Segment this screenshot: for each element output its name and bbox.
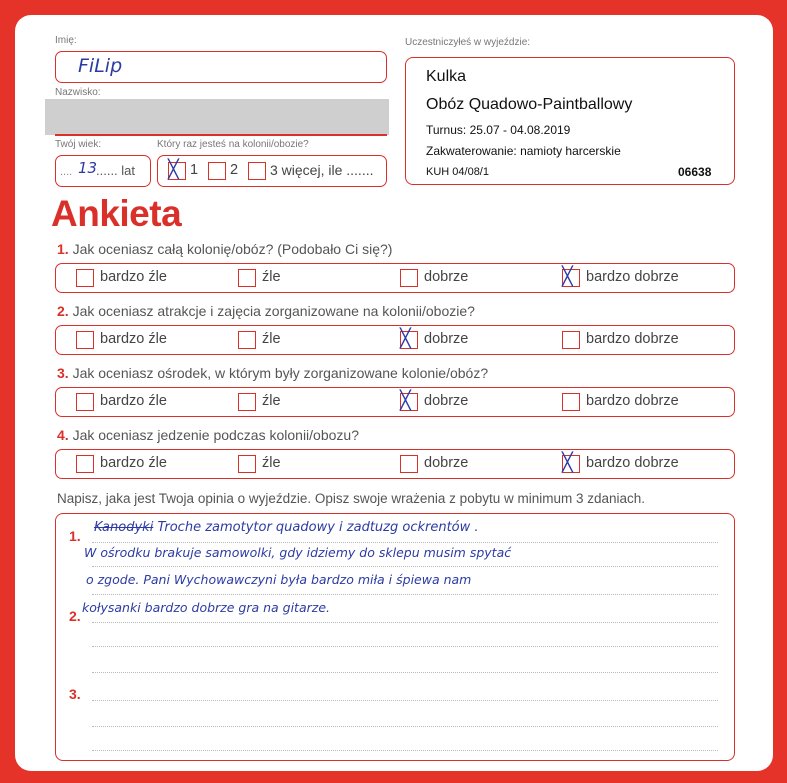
times-field [157,155,387,187]
answer-option-label: bardzo źle [100,269,167,285]
age-field[interactable] [55,155,151,187]
answer-option-label: dobrze [424,393,469,409]
times-checkbox-3[interactable] [248,162,266,180]
opinion-line-4: kołysanki bardzo dobrze gra na gitarze. [82,600,330,615]
age-suffix: ...... lat [96,163,136,178]
checkmark-x-icon: ╳ [562,452,573,473]
name-field[interactable] [55,51,387,83]
answer-checkbox[interactable] [562,266,580,287]
opinion-line-3: o zgode. Pani Wychowawczyni była bardzo miła i śpiewa nam [86,572,472,587]
question-text: Jak oceniasz atrakcje i zajęcia zorganizowane na kolonii/obozie? [72,303,475,319]
answer-checkbox[interactable] [76,269,94,287]
opinion-num-1: 1. [69,528,81,544]
turnus-value: 25.07 - 04.08.2019 [469,123,571,137]
answer-checkbox[interactable] [400,390,418,411]
answer-checkbox[interactable] [76,331,94,349]
question-2 [57,303,475,319]
question-number: 2. [57,303,69,319]
opinion-prompt: Napisz, jaka jest Twoja opinia o wyjeździe. Opisz swoje wrażenia z pobytu w minimum 3 zdaniach. [57,491,646,506]
camp-code: KUH 04/08/1 [426,166,489,178]
answer-checkbox[interactable] [238,393,256,411]
times-label: Który raz jesteś na kolonii/obozie? [157,139,309,150]
opinion-line-2: W ośrodku brakuje samowolki, gdy idziemy do sklepu musim spytać [84,545,512,560]
question-text: Jak oceniasz jedzenie podczas kolonii/obozu? [72,427,359,443]
checkmark-x-icon: ╳ [168,159,179,180]
answer-option-label: bardzo źle [100,331,167,347]
question-text: Jak oceniasz ośrodek, w którym były zorganizowane kolonie/obóz? [72,365,489,381]
checkmark-x-icon: ╳ [400,328,411,349]
question-text: Jak oceniasz całą kolonię/obóz? (Podobało Ci się?) [72,241,393,257]
times-option-3: 3 więcej, ile ....... [270,162,374,178]
times-checkbox-2[interactable] [208,162,226,180]
question-1 [57,241,392,257]
question-number: 4. [57,427,69,443]
answer-checkbox[interactable] [76,455,94,473]
answer-checkbox[interactable] [238,269,256,287]
answer-option-label: bardzo dobrze [586,393,679,409]
times-checkbox-1[interactable] [168,159,186,180]
opinion-line-1: Troche zamotytor quadowy i zadtuzg ockrentów . [157,520,479,535]
answer-option-label: dobrze [424,269,469,285]
question-number: 3. [57,365,69,381]
answer-checkbox[interactable] [400,455,418,473]
answer-checkbox[interactable] [562,393,580,411]
survey-sheet [15,15,773,771]
surname-label: Nazwisko: [55,87,101,98]
answer-checkbox[interactable] [562,452,580,473]
answer-option-label: źle [262,331,281,347]
opinion-num-2: 2. [69,608,81,624]
age-label: Twój wiek: [55,139,102,150]
age-value: 13 [78,159,98,177]
name-value: FiLip [78,55,123,77]
answer-checkbox[interactable] [238,331,256,349]
accommodation-label: Zakwaterowanie: [426,144,517,158]
answer-option-label: źle [262,269,281,285]
answer-row-4 [55,449,735,479]
times-option-2: 2 [230,162,239,178]
question-4 [57,427,359,443]
surname-underline [55,134,387,136]
answer-option-label: dobrze [424,331,469,347]
answer-option-label: źle [262,393,281,409]
answer-row-3 [55,387,735,417]
answer-option-label: bardzo źle [100,455,167,471]
answer-option-label: źle [262,455,281,471]
camp-name: Obóz Quadowo-Paintballowy [426,96,633,113]
name-label: Imię: [55,35,77,46]
turnus-label: Turnus: [426,123,467,137]
answer-checkbox[interactable] [400,269,418,287]
camp-label: Uczestniczyłeś w wyjeździe: [405,37,531,48]
camp-organizer: Kulka [426,68,467,85]
camp-number: 06638 [678,165,712,179]
answer-option-label: bardzo dobrze [586,331,679,347]
answer-checkbox[interactable] [238,455,256,473]
answer-option-label: bardzo dobrze [586,269,679,285]
question-number: 1. [57,241,69,257]
answer-option-label: bardzo dobrze [586,455,679,471]
surname-redaction [45,99,389,135]
checkmark-x-icon: ╳ [400,390,411,411]
answer-checkbox[interactable] [562,331,580,349]
answer-option-label: bardzo źle [100,393,167,409]
answer-checkbox[interactable] [76,393,94,411]
camp-info-box [405,57,735,185]
accommodation-value: namioty harcerskie [520,144,621,158]
age-prefix-dots: .... [60,166,73,178]
answer-row-1 [55,263,735,293]
struck-word: Kanodyki [94,520,154,535]
question-3 [57,365,488,381]
answer-checkbox[interactable] [400,328,418,349]
answer-option-label: dobrze [424,455,469,471]
times-option-1: 1 [190,162,199,178]
answer-row-2 [55,325,735,355]
survey-title: Ankieta [51,193,182,234]
opinion-num-3: 3. [69,686,81,702]
checkmark-x-icon: ╳ [562,266,573,287]
opinion-box[interactable] [55,513,735,761]
